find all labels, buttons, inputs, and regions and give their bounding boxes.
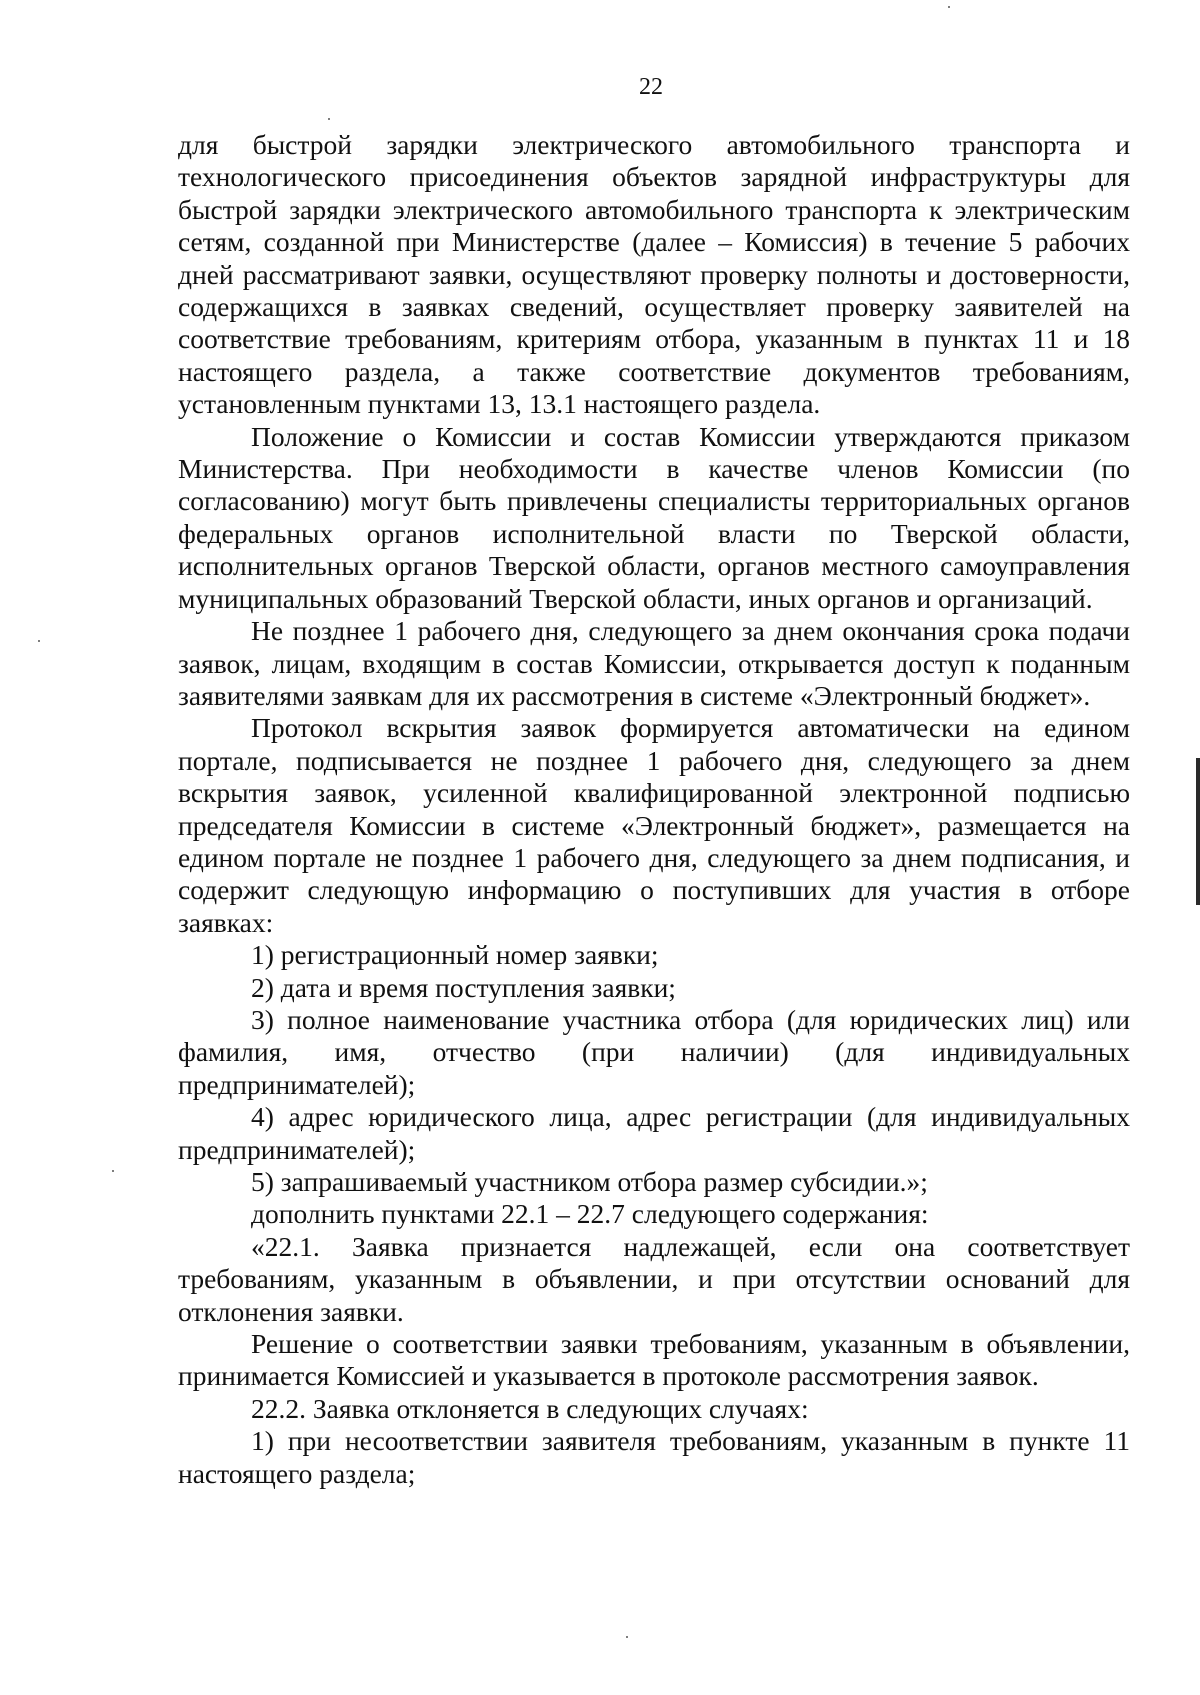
- scan-speck: [328, 118, 330, 120]
- page-number: 22: [639, 74, 663, 100]
- scan-edge-mark: [1196, 758, 1200, 905]
- scan-speck: [112, 1170, 114, 1172]
- list-item-participant-name: 3) полное наименование участника отбора (для юридических лиц) или фамилия, имя, отчество (при наличии) (для индивидуальных предпринимателей);: [178, 1003, 1130, 1100]
- scan-speck: [626, 1636, 628, 1638]
- scan-speck: [38, 640, 40, 642]
- paragraph-22-1: «22.1. Заявка признается надлежащей, если она соответствует требованиям, указанным в объявлении, и при отсутствии оснований для отклонения заявки.: [178, 1230, 1130, 1327]
- scan-speck: [948, 6, 950, 8]
- document-body: [178, 129, 1130, 1490]
- paragraph-commission-composition: Положение о Комиссии и состав Комиссии утверждаются приказом Министерства. При необходимости в качестве членов Комиссии (по согласованию) могут быть привлечены специалисты территориальных органов федеральных органов исполнительной власти по Тверской области, исполнительных органов Тверской области, органов местного самоуправления муниципальных образований Тверской области, иных органов и организаций.: [178, 420, 1130, 614]
- paragraph-access-to-applications: Не позднее 1 рабочего дня, следующего за днем окончания срока подачи заявок, лицам, входящим в состав Комиссии, открывается доступ к поданным заявителями заявкам для их рассмотрения в системе «Электронный бюджет».: [178, 615, 1130, 711]
- list-item-address: 4) адрес юридического лица, адрес регистрации (для индивидуальных предпринимателей);: [178, 1101, 1130, 1165]
- list-item-rejection-reason-1: 1) при несоответствии заявителя требованиям, указанным в пункте 11 настоящего раздела;: [178, 1425, 1130, 1489]
- list-item-subsidy-amount: 5) запрашиваемый участником отбора размер субсидии.»;: [251, 1166, 928, 1197]
- paragraph-22-2: 22.2. Заявка отклоняется в следующих случаях:: [251, 1392, 809, 1424]
- list-item-registration-number: 1) регистрационный номер заявки;: [251, 939, 659, 971]
- paragraph-amendment-intro: дополнить пунктами 22.1 – 22.7 следующего содержания:: [251, 1198, 929, 1230]
- paragraph-compliance-decision: Решение о соответствии заявки требованиям, указанным в объявлении, принимается Комиссией и указывается в протоколе рассмотрения заявок.: [178, 1328, 1130, 1392]
- list-item-receipt-date: 2) дата и время поступления заявки;: [251, 971, 676, 1003]
- paragraph-commission-review: для быстрой зарядки электрического автомобильного транспорта и технологического присоединения объектов зарядной инфраструктуры для быстрой зарядки электрического автомобильного транспорта к электрическим сетям, созданной при Министерстве (далее – Комиссия) в течение 5 рабочих дней рассматривают заявки, осуществляют проверку полноты и достоверности, содержащихся в заявках сведений, осуществляет проверку заявителей на соответствие требованиям, критериям отбора, указанным в пунктах 11 и 18 настоящего раздела, а также соответствие документов требованиям, установленным пунктами 13, 13.1 настоящего раздела.: [178, 129, 1130, 420]
- paragraph-opening-protocol: Протокол вскрытия заявок формируется автоматически на едином портале, подписывается не позднее 1 рабочего дня, следующего за днем вскрытия заявок, усиленной квалифицированной электронной подписью председателя Комиссии в системе «Электронный бюджет», размещается на едином портале не позднее 1 рабочего дня, следующего за днем подписания, и содержит следующую информацию о поступивших для участия в отборе заявках:: [178, 712, 1130, 938]
